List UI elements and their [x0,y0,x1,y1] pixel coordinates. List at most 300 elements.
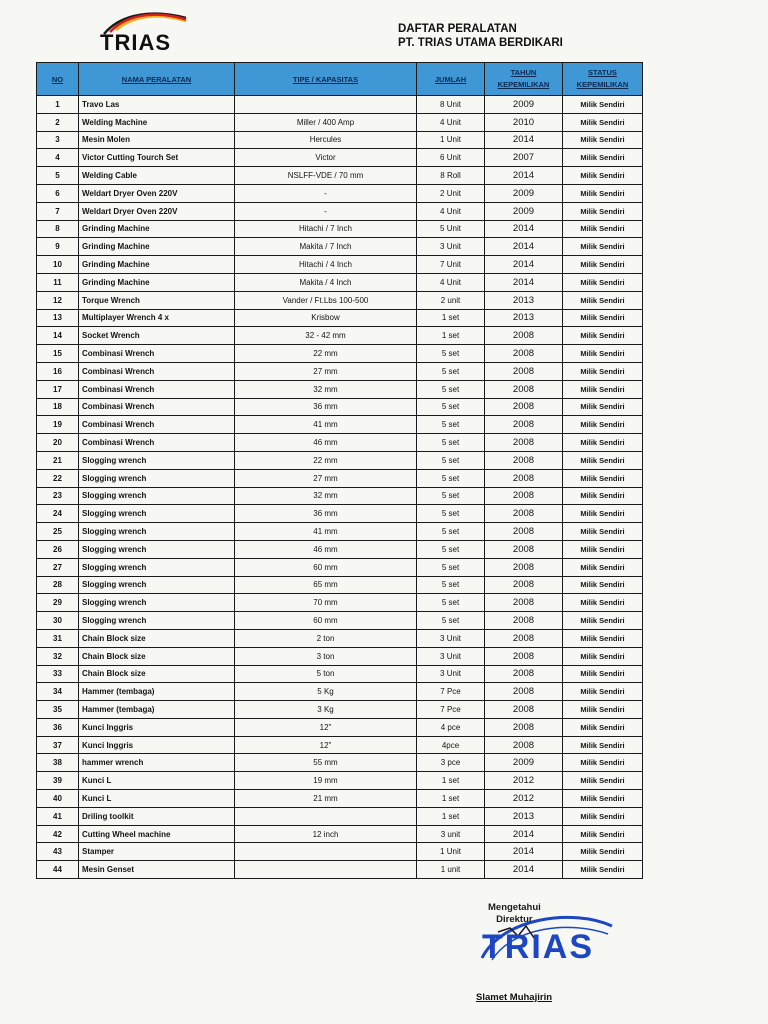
table-body [37,96,643,879]
header-tipe-kapasitas: TIPE / KAPASITAS [235,63,417,96]
cell-jumlah: 6 Unit [417,149,485,167]
table-row [37,665,643,683]
cell-tipe-kapasitas: 70 mm [235,594,417,612]
cell-jumlah: 5 set [417,398,485,416]
cell-status: Milik Sendiri [563,434,643,452]
cell-nama-peralatan: Mesin Molen [79,131,235,149]
cell-tahun: 2008 [485,629,563,647]
cell-tipe-kapasitas: 3 Kg [235,701,417,719]
cell-status: Milik Sendiri [563,167,643,185]
cell-jumlah: 1 set [417,309,485,327]
table-row [37,772,643,790]
table-row [37,594,643,612]
cell-no: 29 [37,594,79,612]
cell-jumlah: 3 pce [417,754,485,772]
cell-no: 27 [37,558,79,576]
equipment-table [36,62,643,879]
table-row [37,167,643,185]
cell-nama-peralatan: Cutting Wheel machine [79,825,235,843]
cell-jumlah: 5 set [417,469,485,487]
cell-tipe-kapasitas: NSLFF-VDE / 70 mm [235,167,417,185]
cell-tahun: 2008 [485,718,563,736]
cell-tahun: 2009 [485,754,563,772]
cell-tipe-kapasitas [235,861,417,879]
cell-tahun: 2008 [485,451,563,469]
cell-nama-peralatan: Combinasi Wrench [79,362,235,380]
cell-no: 3 [37,131,79,149]
cell-tahun: 2008 [485,576,563,594]
table-row [37,825,643,843]
cell-tipe-kapasitas: 46 mm [235,434,417,452]
table-row [37,327,643,345]
cell-tahun: 2008 [485,469,563,487]
cell-tipe-kapasitas: Hitachi / 4 Inch [235,256,417,274]
table-row [37,380,643,398]
cell-tipe-kapasitas: 22 mm [235,451,417,469]
company-logo [86,8,196,55]
cell-tipe-kapasitas: 65 mm [235,576,417,594]
cell-no: 12 [37,291,79,309]
cell-jumlah: 3 Unit [417,665,485,683]
table-row [37,434,643,452]
cell-tahun: 2014 [485,238,563,256]
cell-status: Milik Sendiri [563,273,643,291]
cell-tahun: 2008 [485,398,563,416]
cell-status: Milik Sendiri [563,807,643,825]
cell-tahun: 2014 [485,825,563,843]
cell-no: 15 [37,345,79,363]
cell-status: Milik Sendiri [563,754,643,772]
cell-no: 42 [37,825,79,843]
cell-nama-peralatan: Combinasi Wrench [79,380,235,398]
cell-nama-peralatan: Kunci L [79,790,235,808]
cell-jumlah: 5 set [417,362,485,380]
cell-nama-peralatan: Kunci L [79,772,235,790]
cell-tipe-kapasitas: 36 mm [235,398,417,416]
cell-no: 25 [37,523,79,541]
cell-tipe-kapasitas: 22 mm [235,345,417,363]
cell-tipe-kapasitas [235,96,417,114]
cell-jumlah: 8 Roll [417,167,485,185]
cell-nama-peralatan: Chain Block size [79,629,235,647]
cell-nama-peralatan: Weldart Dryer Oven 220V [79,184,235,202]
cell-status: Milik Sendiri [563,736,643,754]
cell-no: 20 [37,434,79,452]
cell-tipe-kapasitas: 12" [235,718,417,736]
table-row [37,291,643,309]
document-title [398,22,563,50]
cell-no: 35 [37,701,79,719]
cell-no: 17 [37,380,79,398]
table-row [37,558,643,576]
cell-status: Milik Sendiri [563,291,643,309]
cell-status: Milik Sendiri [563,469,643,487]
cell-status: Milik Sendiri [563,629,643,647]
cell-no: 6 [37,184,79,202]
cell-no: 23 [37,487,79,505]
cell-status: Milik Sendiri [563,843,643,861]
cell-no: 8 [37,220,79,238]
table-row [37,309,643,327]
cell-tahun: 2009 [485,96,563,114]
cell-status: Milik Sendiri [563,220,643,238]
cell-status: Milik Sendiri [563,345,643,363]
cell-tahun: 2008 [485,362,563,380]
cell-tipe-kapasitas: 60 mm [235,612,417,630]
cell-status: Milik Sendiri [563,540,643,558]
table-header-row [37,63,643,96]
cell-jumlah: 1 set [417,772,485,790]
cell-nama-peralatan: Torque Wrench [79,291,235,309]
cell-jumlah: 1 set [417,790,485,808]
cell-tahun: 2013 [485,291,563,309]
cell-status: Milik Sendiri [563,416,643,434]
title-line-1: DAFTAR PERALATAN [398,23,517,35]
cell-tahun: 2014 [485,131,563,149]
caption-line-1: Mengetahui [488,902,541,913]
cell-tipe-kapasitas: 27 mm [235,362,417,380]
cell-tipe-kapasitas: 27 mm [235,469,417,487]
cell-tipe-kapasitas: Makita / 7 Inch [235,238,417,256]
cell-nama-peralatan: Slogging wrench [79,523,235,541]
cell-jumlah: 1 set [417,807,485,825]
cell-tipe-kapasitas: - [235,202,417,220]
cell-nama-peralatan: Stamper [79,843,235,861]
cell-tipe-kapasitas: 21 mm [235,790,417,808]
table-row [37,701,643,719]
cell-tahun: 2008 [485,558,563,576]
cell-jumlah: 7 Pce [417,701,485,719]
cell-nama-peralatan: Driling toolkit [79,807,235,825]
cell-tahun: 2008 [485,540,563,558]
table-row [37,96,643,114]
table-row [37,256,643,274]
table-row [37,790,643,808]
cell-no: 19 [37,416,79,434]
title-line-2: PT. TRIAS UTAMA BERDIKARI [398,37,563,49]
cell-jumlah: 3 Unit [417,238,485,256]
table-row [37,540,643,558]
cell-nama-peralatan: Slogging wrench [79,594,235,612]
cell-nama-peralatan: Slogging wrench [79,469,235,487]
cell-status: Milik Sendiri [563,487,643,505]
cell-tipe-kapasitas [235,807,417,825]
cell-no: 37 [37,736,79,754]
cell-status: Milik Sendiri [563,718,643,736]
cell-tipe-kapasitas: 32 mm [235,380,417,398]
cell-jumlah: 1 unit [417,861,485,879]
table-row [37,202,643,220]
cell-tahun: 2008 [485,345,563,363]
cell-no: 4 [37,149,79,167]
cell-no: 24 [37,505,79,523]
cell-jumlah: 5 Unit [417,220,485,238]
signature-block [462,898,632,1018]
cell-tahun: 2008 [485,665,563,683]
cell-tipe-kapasitas: 12 inch [235,825,417,843]
cell-no: 38 [37,754,79,772]
cell-tipe-kapasitas: Vander / Ft.Lbs 100-500 [235,291,417,309]
cell-jumlah: 4pce [417,736,485,754]
cell-status: Milik Sendiri [563,113,643,131]
cell-nama-peralatan: Grinding Machine [79,256,235,274]
table-row [37,505,643,523]
cell-tahun: 2014 [485,220,563,238]
logo-text: TRIAS [100,30,171,55]
cell-jumlah: 5 set [417,345,485,363]
table-row [37,843,643,861]
cell-nama-peralatan: Welding Cable [79,167,235,185]
cell-no: 26 [37,540,79,558]
table-row [37,469,643,487]
cell-tahun: 2014 [485,256,563,274]
cell-tipe-kapasitas: 36 mm [235,505,417,523]
cell-status: Milik Sendiri [563,256,643,274]
cell-status: Milik Sendiri [563,612,643,630]
cell-status: Milik Sendiri [563,398,643,416]
cell-tipe-kapasitas: Makita / 4 Inch [235,273,417,291]
cell-jumlah: 5 set [417,487,485,505]
cell-jumlah: 4 pce [417,718,485,736]
cell-jumlah: 5 set [417,558,485,576]
table-row [37,736,643,754]
cell-jumlah: 2 unit [417,291,485,309]
cell-no: 18 [37,398,79,416]
cell-jumlah: 3 Unit [417,647,485,665]
table-row [37,718,643,736]
cell-tahun: 2012 [485,772,563,790]
cell-tahun: 2008 [485,327,563,345]
cell-status: Milik Sendiri [563,380,643,398]
cell-tahun: 2008 [485,523,563,541]
cell-nama-peralatan: Combinasi Wrench [79,345,235,363]
table-row [37,149,643,167]
cell-tahun: 2008 [485,416,563,434]
cell-jumlah: 5 set [417,594,485,612]
cell-status: Milik Sendiri [563,772,643,790]
table-row [37,238,643,256]
cell-no: 40 [37,790,79,808]
cell-status: Milik Sendiri [563,149,643,167]
cell-no: 7 [37,202,79,220]
cell-no: 21 [37,451,79,469]
cell-nama-peralatan: Welding Machine [79,113,235,131]
cell-status: Milik Sendiri [563,238,643,256]
cell-tipe-kapasitas: Victor [235,149,417,167]
signer-name: Slamet Muhajirin [476,992,553,1003]
cell-tahun: 2012 [485,790,563,808]
cell-tipe-kapasitas: 5 ton [235,665,417,683]
cell-tahun: 2008 [485,612,563,630]
cell-nama-peralatan: Kunci Inggris [79,736,235,754]
cell-no: 9 [37,238,79,256]
cell-no: 2 [37,113,79,131]
cell-no: 39 [37,772,79,790]
cell-no: 32 [37,647,79,665]
cell-tipe-kapasitas: 46 mm [235,540,417,558]
cell-no: 31 [37,629,79,647]
table-row [37,754,643,772]
cell-tahun: 2014 [485,273,563,291]
cell-status: Milik Sendiri [563,825,643,843]
cell-nama-peralatan: Grinding Machine [79,238,235,256]
cell-jumlah: 1 Unit [417,131,485,149]
header-no: NO [37,63,79,96]
cell-tahun: 2008 [485,487,563,505]
cell-status: Milik Sendiri [563,576,643,594]
cell-tahun: 2008 [485,380,563,398]
cell-jumlah: 5 set [417,523,485,541]
cell-nama-peralatan: Slogging wrench [79,487,235,505]
cell-status: Milik Sendiri [563,131,643,149]
table-row [37,345,643,363]
header-jumlah: JUMLAH [417,63,485,96]
cell-nama-peralatan: Slogging wrench [79,451,235,469]
cell-tahun: 2007 [485,149,563,167]
cell-status: Milik Sendiri [563,523,643,541]
cell-status: Milik Sendiri [563,362,643,380]
cell-tahun: 2009 [485,202,563,220]
cell-tipe-kapasitas: 12" [235,736,417,754]
table-row [37,612,643,630]
cell-nama-peralatan: Combinasi Wrench [79,434,235,452]
cell-no: 22 [37,469,79,487]
cell-no: 44 [37,861,79,879]
cell-jumlah: 3 unit [417,825,485,843]
cell-jumlah: 5 set [417,505,485,523]
cell-jumlah: 5 set [417,540,485,558]
cell-nama-peralatan: Chain Block size [79,647,235,665]
cell-jumlah: 2 Unit [417,184,485,202]
cell-tipe-kapasitas: 55 mm [235,754,417,772]
cell-tahun: 2010 [485,113,563,131]
cell-tahun: 2014 [485,167,563,185]
cell-nama-peralatan: hammer wrench [79,754,235,772]
table-row [37,523,643,541]
cell-nama-peralatan: Multiplayer Wrench 4 x [79,309,235,327]
cell-tahun: 2008 [485,594,563,612]
table-row [37,398,643,416]
cell-nama-peralatan: Grinding Machine [79,220,235,238]
cell-nama-peralatan: Mesin Genset [79,861,235,879]
cell-status: Milik Sendiri [563,594,643,612]
cell-nama-peralatan: Slogging wrench [79,505,235,523]
cell-no: 34 [37,683,79,701]
cell-no: 28 [37,576,79,594]
cell-no: 43 [37,843,79,861]
cell-no: 1 [37,96,79,114]
cell-tahun: 2008 [485,736,563,754]
stamp-logo-text: TRIAS [482,928,594,966]
cell-jumlah: 7 Pce [417,683,485,701]
cell-status: Milik Sendiri [563,309,643,327]
cell-no: 11 [37,273,79,291]
cell-status: Milik Sendiri [563,327,643,345]
cell-tahun: 2008 [485,683,563,701]
cell-tipe-kapasitas: 5 Kg [235,683,417,701]
cell-no: 10 [37,256,79,274]
cell-nama-peralatan: Kunci Inggris [79,718,235,736]
header-status-kepemilikan: STATUS KEPEMILIKAN [563,63,643,96]
cell-no: 36 [37,718,79,736]
cell-tipe-kapasitas: Hercules [235,131,417,149]
cell-nama-peralatan: Chain Block size [79,665,235,683]
cell-nama-peralatan: Slogging wrench [79,612,235,630]
cell-no: 41 [37,807,79,825]
cell-jumlah: 1 set [417,327,485,345]
table-row [37,113,643,131]
cell-tahun: 2013 [485,807,563,825]
cell-tipe-kapasitas: 2 ton [235,629,417,647]
cell-jumlah: 5 set [417,576,485,594]
cell-nama-peralatan: Hammer (tembaga) [79,683,235,701]
cell-tipe-kapasitas [235,843,417,861]
cell-no: 33 [37,665,79,683]
cell-status: Milik Sendiri [563,451,643,469]
table-row [37,576,643,594]
cell-tipe-kapasitas: 19 mm [235,772,417,790]
cell-nama-peralatan: Grinding Machine [79,273,235,291]
cell-nama-peralatan: Combinasi Wrench [79,398,235,416]
cell-no: 5 [37,167,79,185]
cell-tahun: 2008 [485,701,563,719]
cell-tipe-kapasitas: Hitachi / 7 Inch [235,220,417,238]
table-row [37,451,643,469]
cell-status: Milik Sendiri [563,790,643,808]
cell-no: 14 [37,327,79,345]
cell-status: Milik Sendiri [563,96,643,114]
table-row [37,362,643,380]
cell-status: Milik Sendiri [563,505,643,523]
cell-tipe-kapasitas: 32 mm [235,487,417,505]
cell-tahun: 2008 [485,505,563,523]
cell-tipe-kapasitas: 41 mm [235,523,417,541]
cell-nama-peralatan: Slogging wrench [79,540,235,558]
cell-status: Milik Sendiri [563,647,643,665]
cell-status: Milik Sendiri [563,202,643,220]
table-row [37,131,643,149]
cell-tipe-kapasitas: Krisbow [235,309,417,327]
cell-nama-peralatan: Victor Cutting Tourch Set [79,149,235,167]
cell-jumlah: 3 Unit [417,629,485,647]
header-tahun-kepemilikan: TAHUN KEPEMILIKAN [485,63,563,96]
cell-no: 30 [37,612,79,630]
table-row [37,487,643,505]
cell-status: Milik Sendiri [563,184,643,202]
table-row [37,861,643,879]
cell-no: 16 [37,362,79,380]
cell-tipe-kapasitas: 60 mm [235,558,417,576]
cell-tipe-kapasitas: - [235,184,417,202]
cell-no: 13 [37,309,79,327]
cell-tahun: 2014 [485,861,563,879]
cell-nama-peralatan: Slogging wrench [79,576,235,594]
cell-jumlah: 1 Unit [417,843,485,861]
cell-nama-peralatan: Combinasi Wrench [79,416,235,434]
table-row [37,416,643,434]
cell-jumlah: 5 set [417,416,485,434]
cell-jumlah: 4 Unit [417,202,485,220]
cell-nama-peralatan: Socket Wrench [79,327,235,345]
cell-tipe-kapasitas: 32 - 42 mm [235,327,417,345]
cell-jumlah: 8 Unit [417,96,485,114]
cell-tahun: 2008 [485,647,563,665]
cell-nama-peralatan: Hammer (tembaga) [79,701,235,719]
cell-tipe-kapasitas: 41 mm [235,416,417,434]
cell-tahun: 2014 [485,843,563,861]
cell-status: Milik Sendiri [563,701,643,719]
cell-tipe-kapasitas: Miller / 400 Amp [235,113,417,131]
